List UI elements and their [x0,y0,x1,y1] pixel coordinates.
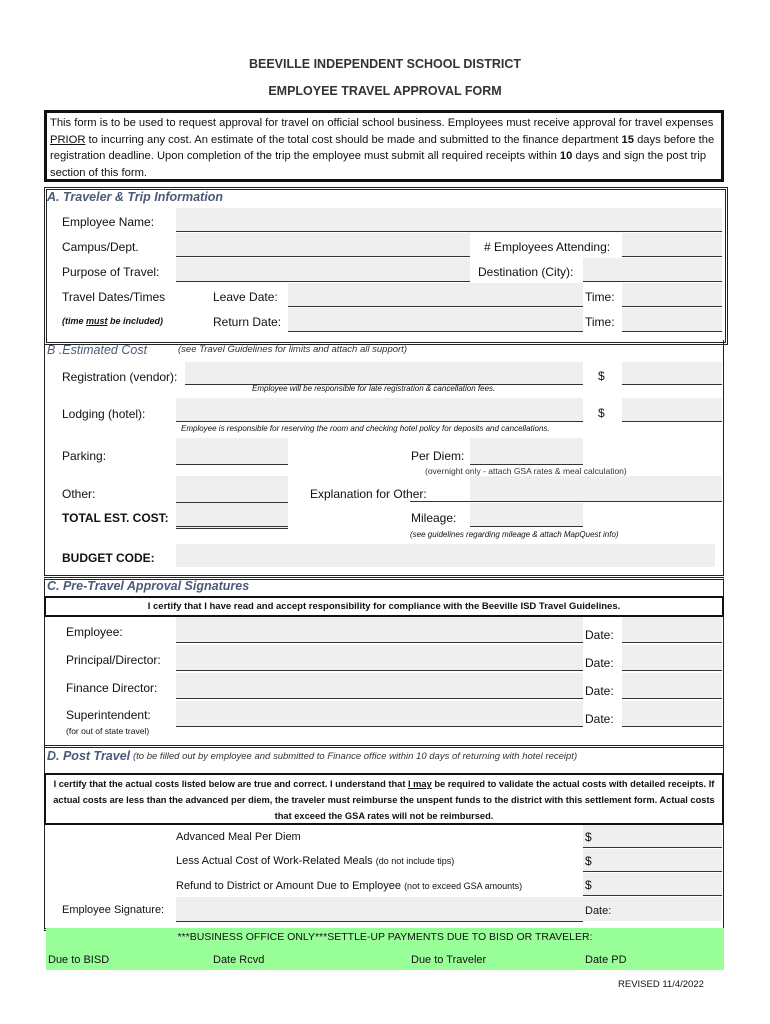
travel-dates-label: Travel Dates/Times [62,290,166,304]
post-travel-date-field[interactable] [583,897,722,921]
refund-label: Refund to District or Amount Due to Employee (not to exceed GSA amounts) [176,880,523,892]
lodging-label: Lodging (hotel): [62,407,146,421]
budget-code-field[interactable] [176,544,715,567]
post-travel-signature-field[interactable] [176,897,583,922]
less-actual-label: Less Actual Cost of Work-Related Meals (do not include tips) [176,855,455,867]
section-d-title: D. Post Travel [47,749,131,763]
principal-label: Principal/Director: [66,653,161,667]
form-title: EMPLOYEE TRAVEL APPROVAL FORM [268,84,502,98]
section-b-title: B .Estimated Cost [47,343,148,357]
finance-date-field[interactable] [622,673,722,699]
less-dollar: $ [585,854,592,868]
employees-attending-field[interactable] [622,233,722,257]
registration-note: Employee will be responsible for late registration & cancellation fees. [252,384,496,393]
return-time-label: Time: [585,315,615,329]
other-field[interactable] [176,476,288,503]
purpose-label: Purpose of Travel: [62,265,160,279]
intro-text: This form is to be used to request approval for travel on official school business. Employees must receive approval for travel expenses PRIOR to incurring any cost. An estimate of the total cost should be made and submitted to the finance department 15 days before the registration deadline. Upon completion of the trip the employee must submit all required receipts within 10 days and sign the post trip section of this form. [50,117,715,179]
finance-label: Finance Director: [66,681,158,695]
due-to-traveler: Due to Traveler [411,954,487,966]
explanation-label: Explanation for Other: [310,487,427,501]
due-to-bisd: Due to BISD [48,954,110,966]
finance-signature-field[interactable] [176,673,583,699]
finance-date-label: Date: [585,684,614,698]
lodging-amount-field[interactable] [622,398,722,422]
parking-label: Parking: [62,449,107,463]
employee-name-field[interactable] [176,208,722,232]
superintendent-label: Superintendent: [66,708,151,722]
date-rcvd: Date Rcvd [213,954,265,966]
leave-date-field[interactable] [288,283,583,307]
refund-field[interactable] [583,873,722,896]
section-b-subtitle: (see Travel Guidelines for limits and attach all support) [178,344,407,355]
post-travel-certification: I certify that the actual costs listed below are true and correct. I understand that I may be required to validate the actual costs with detailed receipts. If actual costs are less than the advanced per diem, the traveler must reimburse the unspent funds to the district with this settlement form. Actual costs that exceed the GSA rates will not be reimbursed. [44,773,724,825]
superintendent-date-field[interactable] [622,701,722,727]
employee-name-label: Employee Name: [62,215,155,229]
mileage-note: (see guidelines regarding mileage & attach MapQuest info) [410,530,619,539]
employee-sig-label: Employee: [66,625,123,639]
return-time-field[interactable] [622,308,722,332]
superintendent-date-label: Date: [585,712,614,726]
lodging-dollar: $ [598,406,605,420]
registration-field[interactable] [185,362,583,385]
return-date-label: Return Date: [213,315,282,329]
campus-label: Campus/Dept. [62,240,139,254]
per-diem-note: (overnight only - attach GSA rates & meal calculation) [425,466,627,476]
registration-label: Registration (vendor): [62,370,178,384]
section-a-title: A. Traveler & Trip Information [47,190,223,204]
mileage-label: Mileage: [411,511,457,525]
leave-date-label: Leave Date: [213,290,278,304]
leave-time-label: Time: [585,290,615,304]
explanation-underline [410,501,722,502]
employee-signature-label: Employee Signature: [62,904,165,916]
total-label: TOTAL EST. COST: [62,511,169,525]
refund-dollar: $ [585,878,592,892]
intro-box [44,110,724,182]
revised-date: REVISED 11/4/2022 [618,979,704,990]
employee-date-field[interactable] [622,617,722,643]
principal-signature-field[interactable] [176,645,583,671]
employee-signature-field[interactable] [176,617,583,643]
employee-date-label: Date: [585,628,614,642]
section-c-title: C. Pre-Travel Approval Signatures [47,579,250,593]
time-note: (time must be included) [62,316,164,326]
destination-field[interactable] [583,258,722,282]
per-diem-field[interactable] [470,438,583,465]
employees-attending-label: # Employees Attending: [484,240,611,254]
date-pd: Date PD [585,954,627,966]
registration-amount-field[interactable] [622,362,722,385]
lodging-field[interactable] [176,398,583,422]
district-title: BEEVILLE INDEPENDENT SCHOOL DISTRICT [248,57,521,71]
business-office-title: ***BUSINESS OFFICE ONLY***SETTLE-UP PAYMENTS DUE TO BISD OR TRAVELER: [177,931,593,943]
campus-field[interactable] [176,233,470,257]
superintendent-note: (for out of state travel) [66,726,150,736]
post-travel-date-label: Date: [585,905,612,917]
lodging-note: Employee is responsible for reserving the room and checking hotel policy for deposits and cancellations. [181,424,550,433]
return-date-field[interactable] [288,308,583,332]
budget-code-label: BUDGET CODE: [62,551,155,565]
pre-travel-certification: I certify that I have read and accept responsibility for compliance with the Beeville ISD Travel Guidelines. [44,596,724,617]
superintendent-signature-field[interactable] [176,701,583,727]
section-d-subtitle: (to be filled out by employee and submitted to Finance office within 10 days of returning with hotel receipt) [133,751,578,762]
advanced-dollar: $ [585,830,592,844]
other-label: Other: [62,487,96,501]
advanced-meal-field[interactable] [583,825,722,848]
mileage-field[interactable] [470,503,583,527]
advanced-meal-label: Advanced Meal Per Diem [176,831,301,843]
registration-dollar: $ [598,369,605,383]
leave-time-field[interactable] [622,283,722,307]
purpose-field[interactable] [176,258,470,282]
principal-date-label: Date: [585,656,614,670]
per-diem-label: Per Diem: [411,449,465,463]
less-actual-field[interactable] [583,849,722,872]
total-field[interactable] [176,503,288,529]
explanation-field[interactable] [470,476,722,502]
destination-label: Destination (City): [478,265,574,279]
parking-field[interactable] [176,438,288,465]
principal-date-field[interactable] [622,645,722,671]
